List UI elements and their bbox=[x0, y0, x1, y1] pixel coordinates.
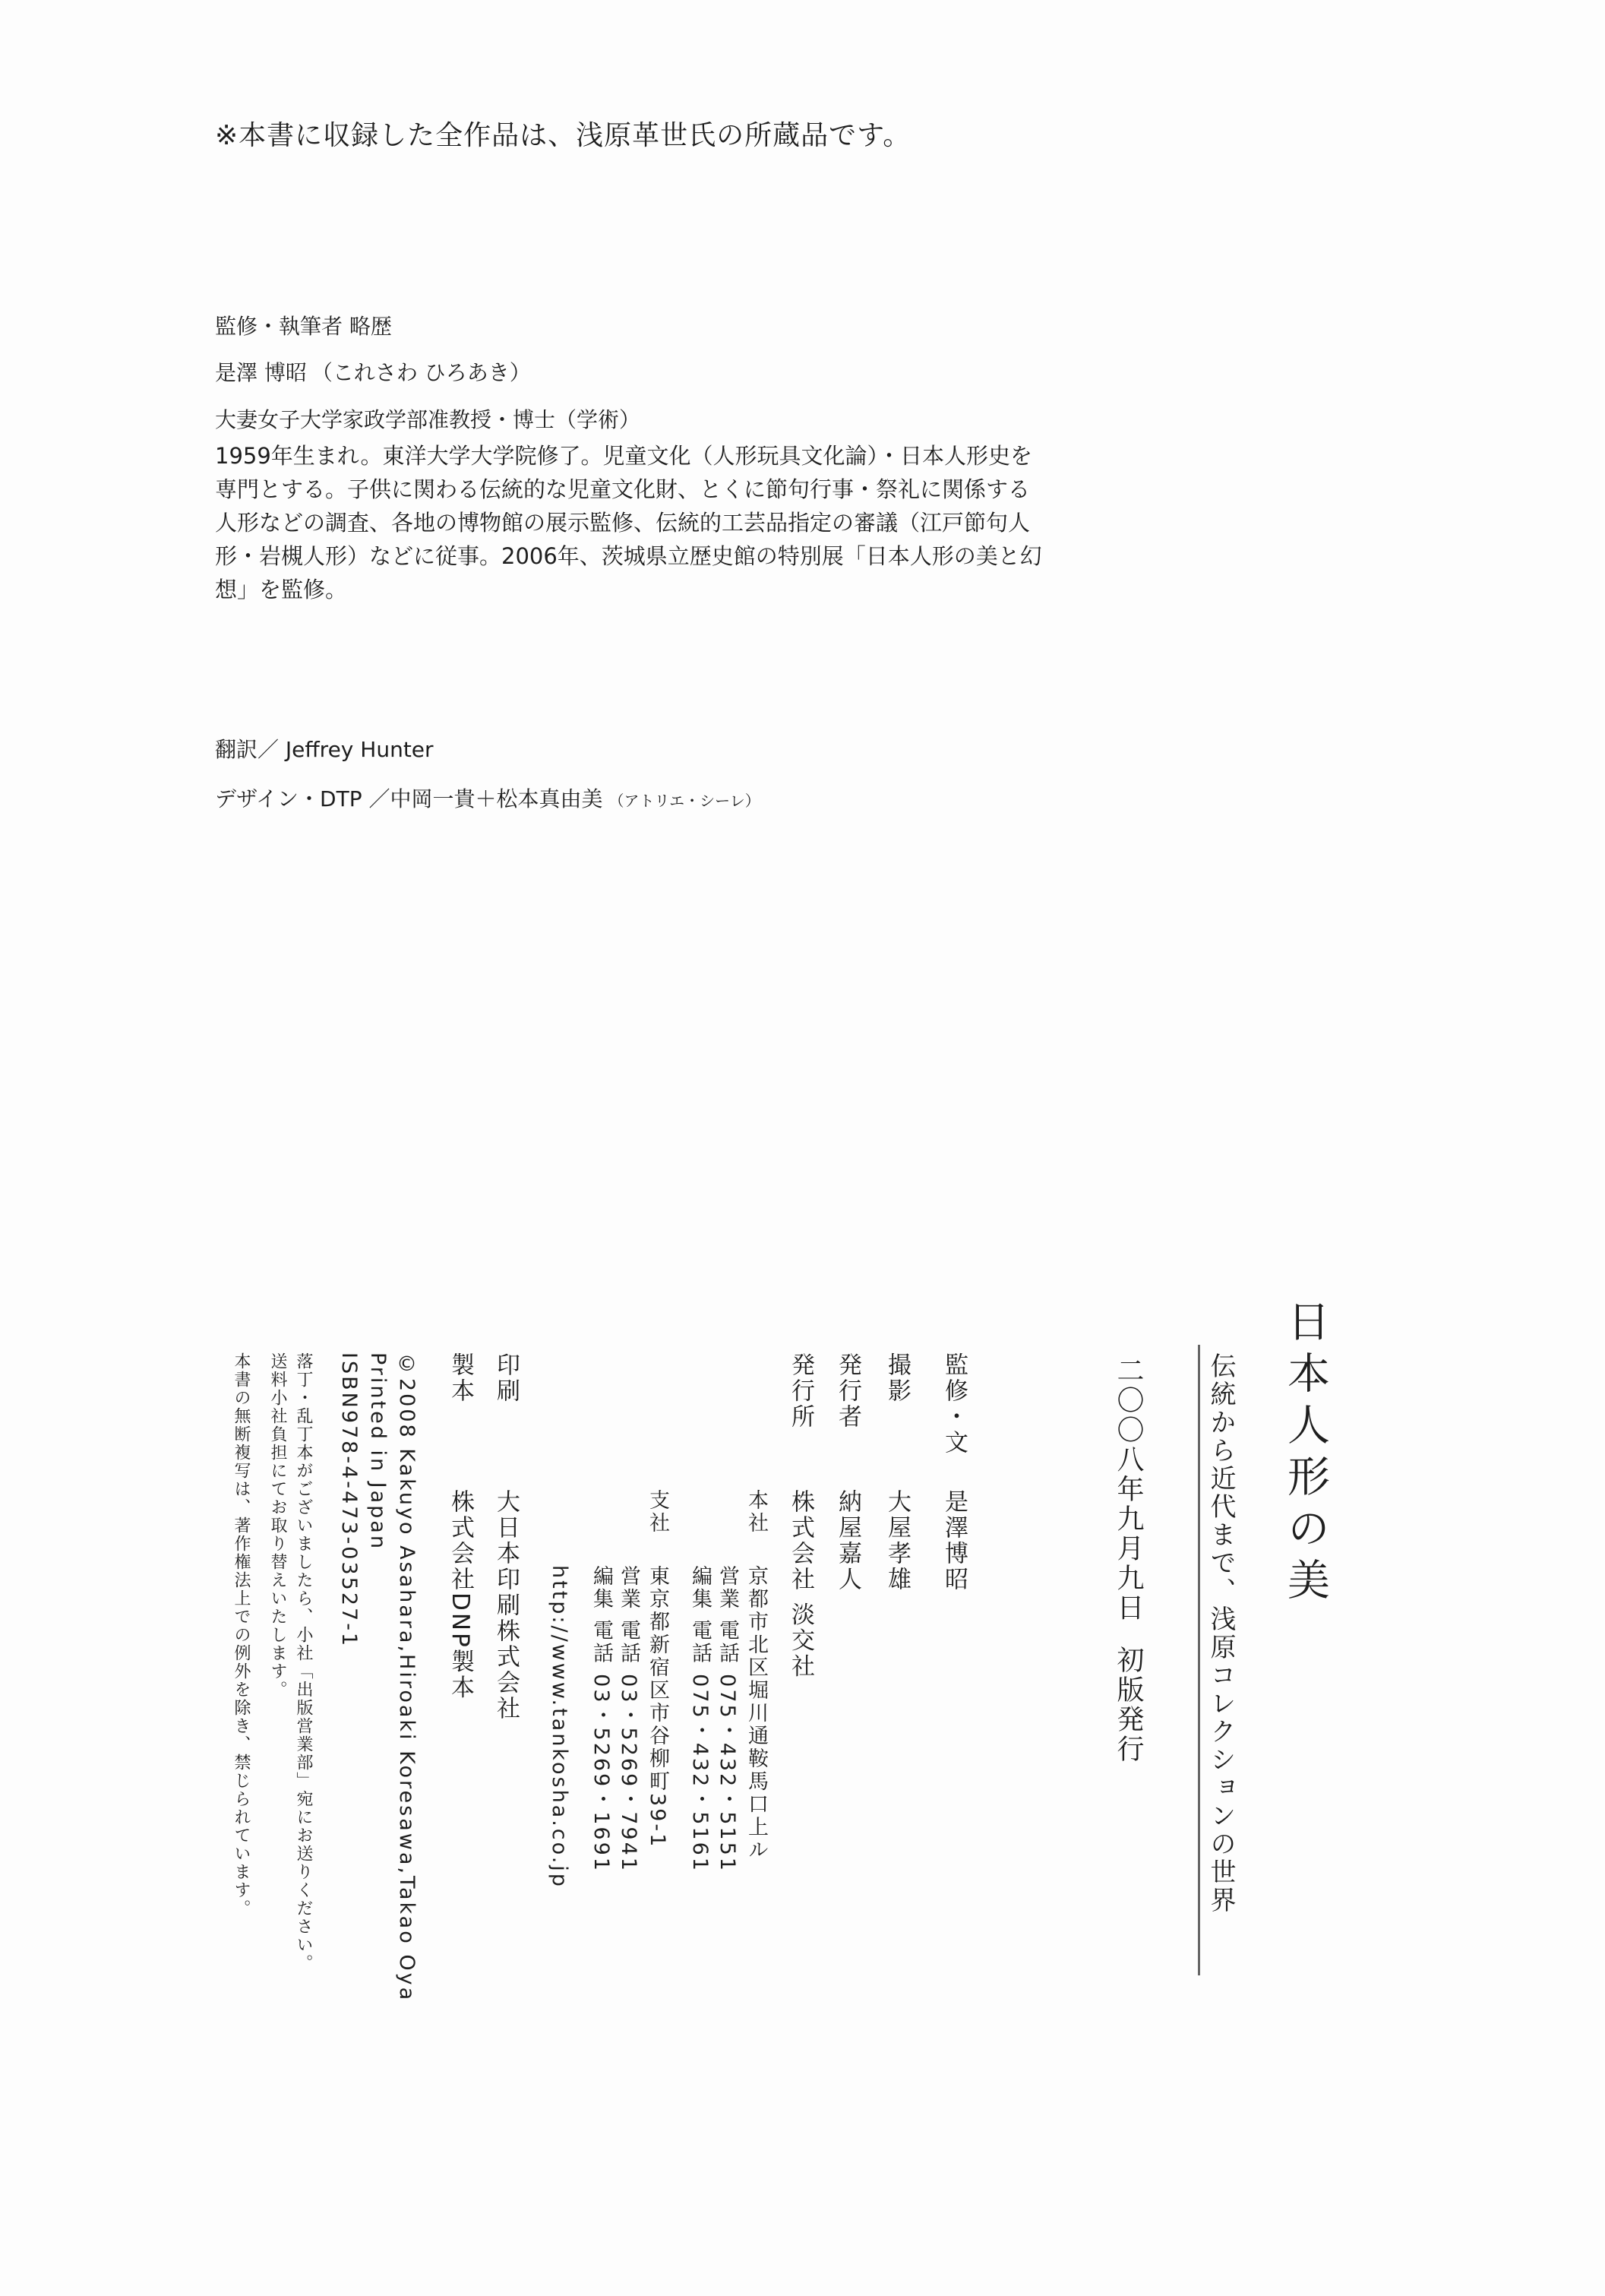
isbn-line: ISBN978-4-473-03527-1 bbox=[337, 1352, 361, 1649]
head-office-address: 京都市北区堀川通鞍馬口上ル bbox=[744, 1565, 768, 1861]
copyright-notice: 本書の無断複写は、著作権法上での例外を除き、禁じられています。 bbox=[232, 1352, 251, 1918]
title-divider bbox=[1198, 1345, 1200, 1975]
binder-value: 株式会社DNP製本 bbox=[447, 1489, 474, 1701]
publisher-value: 納屋嘉人 bbox=[834, 1489, 861, 1592]
head-office-editorial-phone: 編集 電話 075・432・5161 bbox=[688, 1565, 712, 1873]
edition-label: 初版発行 bbox=[1113, 1646, 1144, 1764]
branch-office-label: 支社 bbox=[646, 1489, 669, 1535]
branch-office-address: 東京都新宿区市谷柳町39-1 bbox=[646, 1565, 669, 1849]
author-name-text: 是澤 博昭 bbox=[215, 360, 307, 385]
bio-line: 形・岩槻人形）などに従事。2006年、茨城県立歴史館の特別展「日本人形の美と幻 bbox=[215, 543, 1042, 569]
branch-office-editorial-phone: 編集 電話 03・5269・1691 bbox=[589, 1565, 613, 1873]
printed-in-line: Printed in Japan bbox=[366, 1352, 390, 1551]
branch-office-sales-phone: 営業 電話 03・5269・7941 bbox=[617, 1565, 640, 1873]
editor-label: 監修・文 bbox=[940, 1352, 968, 1456]
author-biography bbox=[215, 439, 1202, 606]
copyright-line: ©2008 Kakuyo Asahara,Hiroaki Koresawa,Takao Oya bbox=[395, 1352, 419, 2003]
bio-line: 1959年生まれ。東洋大学大学院修了。児童文化（人形玩具文化論）・日本人形史を bbox=[215, 443, 1033, 469]
author-title: 大妻女子大学家政学部准教授・博士（学術） bbox=[215, 407, 641, 432]
publisher-website: http://www.tankosha.co.jp bbox=[548, 1565, 571, 1889]
design-credit bbox=[215, 783, 760, 813]
editor-value: 是澤博昭 bbox=[940, 1489, 968, 1592]
binding-label: 製本 bbox=[447, 1352, 474, 1404]
photographer-label: 撮影 bbox=[883, 1352, 911, 1404]
publishing-house-label: 発行所 bbox=[787, 1352, 814, 1430]
bio-heading: 監修・執筆者 略歴 bbox=[215, 314, 392, 339]
shipping-notice: 送料小社負担にてお取り替えいたします。 bbox=[268, 1352, 287, 1699]
collection-note: ※本書に収録した全作品は、浅原革世氏の所蔵品です。 bbox=[215, 120, 912, 151]
photographer-value: 大屋孝雄 bbox=[883, 1489, 911, 1592]
head-office-sales-phone: 営業 電話 075・432・5151 bbox=[716, 1565, 739, 1873]
publisher-label: 発行者 bbox=[834, 1352, 861, 1430]
book-subtitle: 伝統から近代まで、浅原コレクションの世界 bbox=[1205, 1352, 1236, 1915]
printer-value: 大日本印刷株式会社 bbox=[492, 1489, 520, 1722]
publishing-house-value: 株式会社 淡交社 bbox=[787, 1489, 814, 1680]
book-title: 日本人形の美 bbox=[1281, 1299, 1330, 1609]
head-office-label: 本社 bbox=[744, 1489, 768, 1535]
bio-line: 想」を監修。 bbox=[215, 577, 348, 602]
design-studio: （アトリエ・シーレ） bbox=[608, 792, 760, 810]
bio-line: 人形などの調査、各地の博物館の展示監修、伝統的工芸品指定の審議（江戸節句人 bbox=[215, 510, 1031, 536]
author-name-reading: （これさわ ひろあき） bbox=[311, 360, 531, 385]
replacement-notice: 落丁・乱丁本がございましたら、小社「出版営業部」宛にお送りください。 bbox=[294, 1352, 313, 1972]
translation-credit: 翻訳／ Jeffrey Hunter bbox=[215, 737, 434, 762]
printing-label: 印刷 bbox=[492, 1352, 520, 1404]
author-name bbox=[215, 356, 531, 387]
edition-line bbox=[1114, 1356, 1142, 1764]
bio-line: 専門とする。子供に関わる伝統的な児童文化財、とくに節句行事・祭礼に関係する bbox=[215, 476, 1031, 502]
design-credit-names: デザイン・DTP ／中岡一貴＋松本真由美 bbox=[215, 786, 603, 811]
edition-date: 二〇〇八年九月九日 bbox=[1113, 1356, 1144, 1623]
